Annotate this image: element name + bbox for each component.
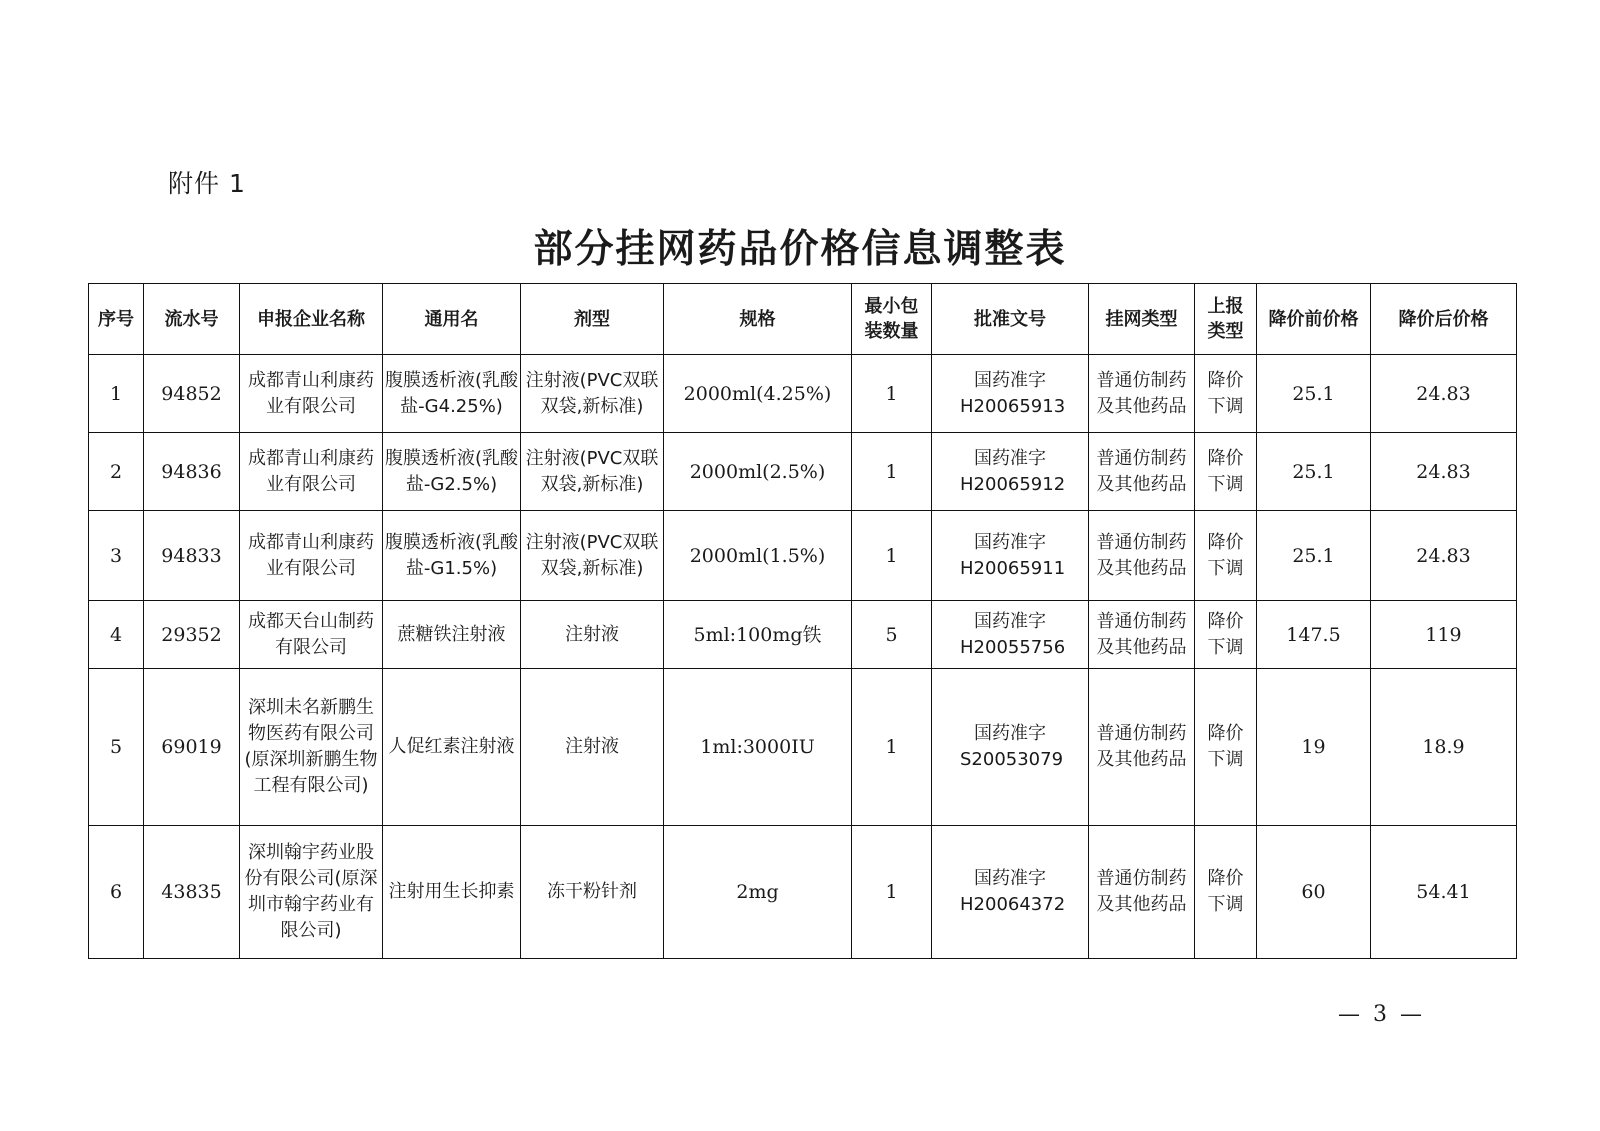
price-adjustment-table — [88, 283, 1517, 959]
header-cell: 批准文号 — [932, 284, 1089, 355]
cell-no: 5 — [89, 669, 144, 826]
cell-report-type: 降价下调 — [1195, 355, 1257, 433]
header-cell: 申报企业名称 — [240, 284, 383, 355]
cell-price-before: 25.1 — [1257, 355, 1371, 433]
table-row — [89, 355, 1517, 433]
cell-listing-type: 普通仿制药及其他药品 — [1089, 511, 1195, 601]
cell-spec: 2000ml(4.25%) — [664, 355, 852, 433]
cell-listing-type: 普通仿制药及其他药品 — [1089, 601, 1195, 669]
header-cell: 剂型 — [521, 284, 664, 355]
cell-serial: 29352 — [144, 601, 240, 669]
cell-spec: 5ml:100mg铁 — [664, 601, 852, 669]
cell-no: 4 — [89, 601, 144, 669]
cell-dosage-form: 注射液(PVC双联双袋,新标准) — [521, 433, 664, 511]
cell-report-type: 降价下调 — [1195, 433, 1257, 511]
cell-company: 成都天台山制药有限公司 — [240, 601, 383, 669]
cell-price-after: 119 — [1371, 601, 1517, 669]
cell-dosage-form: 冻干粉针剂 — [521, 826, 664, 959]
cell-price-after: 18.9 — [1371, 669, 1517, 826]
cell-serial: 94833 — [144, 511, 240, 601]
header-cell: 最小包装数量 — [852, 284, 932, 355]
cell-price-before: 25.1 — [1257, 433, 1371, 511]
table-row — [89, 511, 1517, 601]
cell-pack-qty: 5 — [852, 601, 932, 669]
cell-price-after: 24.83 — [1371, 511, 1517, 601]
header-cell: 挂网类型 — [1089, 284, 1195, 355]
cell-generic-name: 腹膜透析液(乳酸盐-G1.5%) — [383, 511, 521, 601]
header-cell: 流水号 — [144, 284, 240, 355]
cell-price-before: 60 — [1257, 826, 1371, 959]
cell-generic-name: 蔗糖铁注射液 — [383, 601, 521, 669]
table-row — [89, 601, 1517, 669]
cell-price-before: 25.1 — [1257, 511, 1371, 601]
cell-listing-type: 普通仿制药及其他药品 — [1089, 355, 1195, 433]
cell-price-after: 24.83 — [1371, 433, 1517, 511]
cell-no: 1 — [89, 355, 144, 433]
cell-serial: 94852 — [144, 355, 240, 433]
cell-company: 成都青山利康药业有限公司 — [240, 433, 383, 511]
cell-generic-name: 腹膜透析液(乳酸盐-G2.5%) — [383, 433, 521, 511]
cell-report-type: 降价下调 — [1195, 511, 1257, 601]
table-header-row — [89, 284, 1517, 355]
cell-price-after: 54.41 — [1371, 826, 1517, 959]
header-cell: 上报类型 — [1195, 284, 1257, 355]
cell-company: 成都青山利康药业有限公司 — [240, 355, 383, 433]
cell-pack-qty: 1 — [852, 433, 932, 511]
cell-serial: 43835 — [144, 826, 240, 959]
cell-price-after: 24.83 — [1371, 355, 1517, 433]
cell-company: 深圳未名新鹏生物医药有限公司(原深圳新鹏生物工程有限公司) — [240, 669, 383, 826]
cell-dosage-form: 注射液(PVC双联双袋,新标准) — [521, 511, 664, 601]
cell-pack-qty: 1 — [852, 355, 932, 433]
header-cell: 规格 — [664, 284, 852, 355]
table-row — [89, 669, 1517, 826]
cell-listing-type: 普通仿制药及其他药品 — [1089, 433, 1195, 511]
cell-dosage-form: 注射液 — [521, 669, 664, 826]
cell-listing-type: 普通仿制药及其他药品 — [1089, 826, 1195, 959]
cell-generic-name: 腹膜透析液(乳酸盐-G4.25%) — [383, 355, 521, 433]
cell-generic-name: 人促红素注射液 — [383, 669, 521, 826]
cell-pack-qty: 1 — [852, 511, 932, 601]
cell-price-before: 147.5 — [1257, 601, 1371, 669]
cell-pack-qty: 1 — [852, 826, 932, 959]
table-row — [89, 433, 1517, 511]
cell-no: 6 — [89, 826, 144, 959]
cell-spec: 2000ml(2.5%) — [664, 433, 852, 511]
cell-serial: 94836 — [144, 433, 240, 511]
header-cell: 通用名 — [383, 284, 521, 355]
cell-company: 成都青山利康药业有限公司 — [240, 511, 383, 601]
cell-no: 3 — [89, 511, 144, 601]
header-cell: 降价前价格 — [1257, 284, 1371, 355]
cell-approval-no: 国药准字H20065912 — [932, 433, 1089, 511]
cell-spec: 2mg — [664, 826, 852, 959]
cell-approval-no: 国药准字H20065913 — [932, 355, 1089, 433]
cell-serial: 69019 — [144, 669, 240, 826]
document-title: 部分挂网药品价格信息调整表 — [533, 227, 1067, 272]
cell-approval-no: 国药准字H20065911 — [932, 511, 1089, 601]
cell-spec: 1ml:3000IU — [664, 669, 852, 826]
cell-approval-no: 国药准字H20064372 — [932, 826, 1089, 959]
cell-report-type: 降价下调 — [1195, 601, 1257, 669]
cell-dosage-form: 注射液 — [521, 601, 664, 669]
header-cell: 序号 — [89, 284, 144, 355]
cell-price-before: 19 — [1257, 669, 1371, 826]
cell-generic-name: 注射用生长抑素 — [383, 826, 521, 959]
table-row — [89, 826, 1517, 959]
cell-approval-no: 国药准字S20053079 — [932, 669, 1089, 826]
attachment-label: 附件 1 — [168, 169, 246, 198]
cell-listing-type: 普通仿制药及其他药品 — [1089, 669, 1195, 826]
cell-spec: 2000ml(1.5%) — [664, 511, 852, 601]
cell-dosage-form: 注射液(PVC双联双袋,新标准) — [521, 355, 664, 433]
cell-approval-no: 国药准字H20055756 — [932, 601, 1089, 669]
header-cell: 降价后价格 — [1371, 284, 1517, 355]
cell-pack-qty: 1 — [852, 669, 932, 826]
cell-company: 深圳翰宇药业股份有限公司(原深圳市翰宇药业有限公司) — [240, 826, 383, 959]
cell-no: 2 — [89, 433, 144, 511]
cell-report-type: 降价下调 — [1195, 826, 1257, 959]
cell-report-type: 降价下调 — [1195, 669, 1257, 826]
page-number: — 3 — — [1338, 1002, 1425, 1027]
